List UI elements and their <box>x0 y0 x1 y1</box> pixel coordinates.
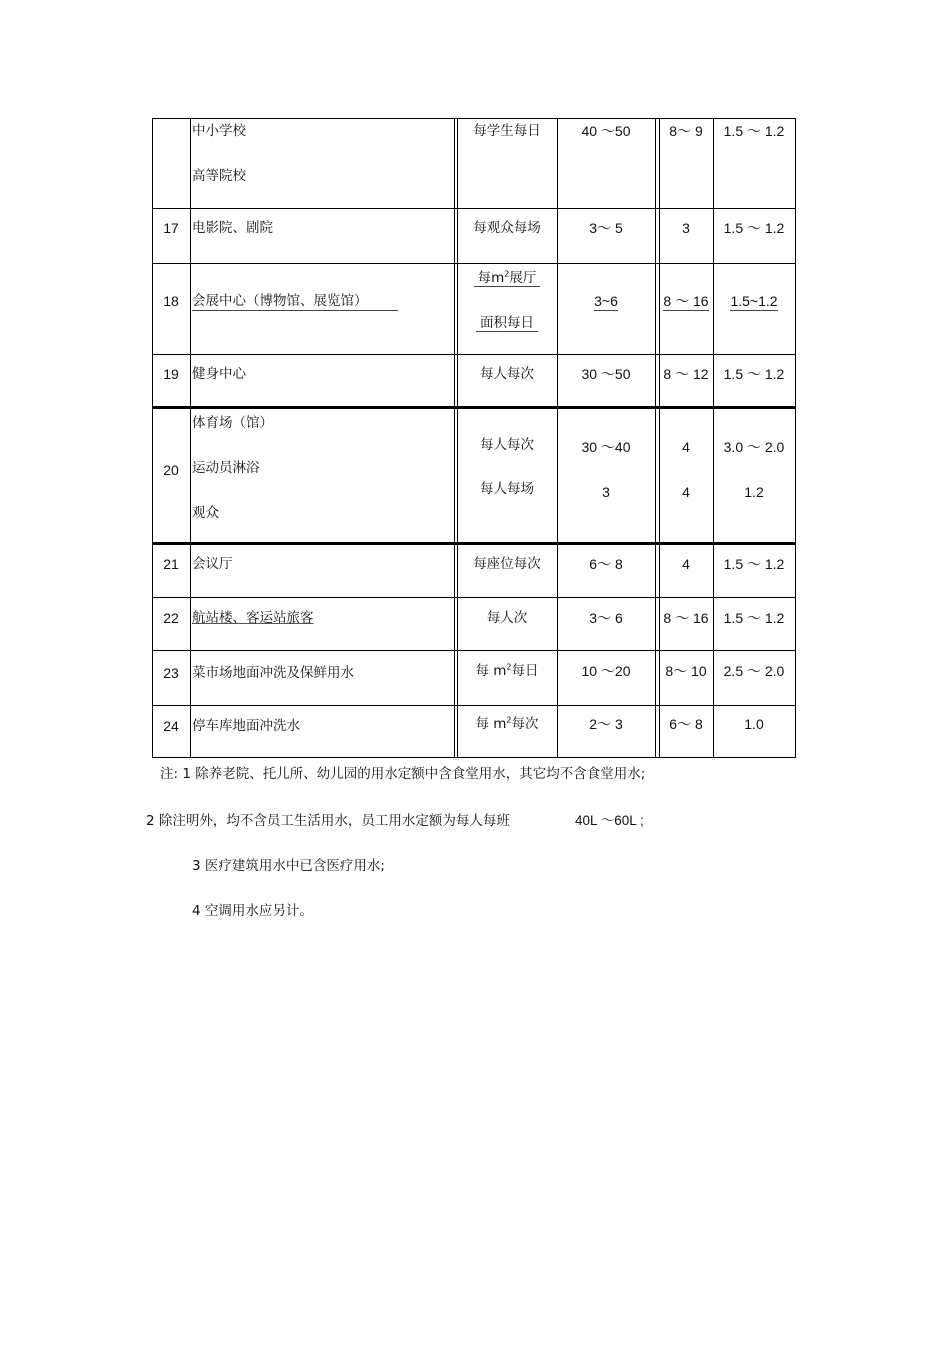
col-border <box>795 118 796 758</box>
row-k: 1.5 ～ 1.2 <box>723 556 785 572</box>
row-k: 1.5 ～ 1.2 <box>723 610 785 626</box>
row-index: 17 <box>163 220 179 236</box>
row-unit: 每人每次 <box>480 366 534 382</box>
row-name: 菜市场地面冲洗及保鲜用水 <box>192 665 354 681</box>
hours-text: 8 ～ 16 <box>663 293 709 309</box>
row-name: 高等院校 <box>192 168 246 184</box>
row-hours: 8～ 10 <box>665 663 707 679</box>
row-border <box>152 597 796 598</box>
row-hours: 8 ～ 12 <box>663 366 709 382</box>
row-k: 2.5 ～ 2.0 <box>723 663 785 679</box>
k-text: 1.5~1.2 <box>730 293 778 309</box>
row-border <box>152 118 796 119</box>
row-hours: 6～ 8 <box>669 716 703 732</box>
unit-suffix: 每日 <box>511 663 539 679</box>
row-k: 1.5 ～ 1.2 <box>723 123 785 139</box>
row-index: 24 <box>163 718 179 734</box>
row-quota: 3～ 5 <box>589 220 623 236</box>
row-unit: 每座位每次 <box>473 556 541 572</box>
row-border <box>152 542 796 545</box>
row-quota: 6～ 8 <box>589 556 623 572</box>
row-k: 1.2 <box>744 484 764 500</box>
row-unit-line2 <box>457 314 557 332</box>
row-k <box>713 292 795 310</box>
row-name: 中小学校 <box>192 123 246 139</box>
col-border <box>152 118 153 758</box>
row-name: 体育场（馆） <box>192 415 273 431</box>
quota-text: 3~6 <box>594 293 618 309</box>
row-unit: 每观众每场 <box>473 220 541 236</box>
row-quota: 10 ～20 <box>581 663 631 679</box>
row-border <box>152 208 796 209</box>
row-index: 18 <box>163 293 179 309</box>
row-name: 会议厅 <box>192 556 233 572</box>
note-1: 注: 1 除养老院、托儿所、幼儿园的用水定额中含食堂用水，其它均不含食堂用水; <box>160 766 646 782</box>
row-name: 观众 <box>192 505 219 521</box>
row-quota: 2～ 3 <box>589 716 623 732</box>
unit-suffix: 每次 <box>511 716 539 732</box>
row-name: 停车库地面冲洗水 <box>192 718 300 734</box>
row-name <box>192 609 314 627</box>
unit-line2-text: 面积每日 <box>476 315 538 332</box>
row-index: 19 <box>163 366 179 382</box>
row-k: 1.5 ～ 1.2 <box>723 220 785 236</box>
row-hours: 4 <box>682 556 690 572</box>
row-name: 健身中心 <box>192 366 246 382</box>
row-index: 21 <box>163 556 179 572</box>
row-border <box>152 650 796 651</box>
row-unit: 每学生每日 <box>473 123 541 139</box>
row-unit: 每人每场 <box>480 481 534 497</box>
row-border <box>152 757 796 758</box>
unit-prefix: 每 m <box>475 663 507 679</box>
row-name-text: 会展中心（博物馆、展览馆） <box>192 293 398 311</box>
row-k: 1.5 ～ 1.2 <box>723 366 785 382</box>
row-unit: 每人次 <box>486 610 528 626</box>
water-quota-table <box>152 118 796 758</box>
row-quota: 30 ～50 <box>581 366 631 382</box>
col-border <box>190 118 191 758</box>
row-name <box>192 292 398 310</box>
row-quota <box>557 292 655 310</box>
unit-suffix: 展厅 <box>509 270 537 286</box>
row-index: 22 <box>163 610 179 626</box>
row-index: 23 <box>163 665 179 681</box>
row-hours: 3 <box>682 220 690 236</box>
row-hours <box>659 292 713 310</box>
row-unit: 每人每次 <box>480 437 534 453</box>
row-unit <box>457 715 557 733</box>
row-hours: 8 ～ 16 <box>663 610 709 626</box>
row-border <box>152 354 796 355</box>
row-k: 3.0 ～ 2.0 <box>723 439 785 455</box>
unit-superscript: 2 <box>506 662 512 672</box>
row-hours: 4 <box>682 484 690 500</box>
row-name: 运动员淋浴 <box>192 460 260 476</box>
row-border <box>152 406 796 409</box>
row-k: 1.0 <box>744 716 764 732</box>
note-2: 2 除注明外，均不含员工生活用水，员工用水定额为每人每班 <box>146 813 510 829</box>
unit-superscript: 2 <box>506 715 512 725</box>
row-quota: 3～ 6 <box>589 610 623 626</box>
row-index: 20 <box>163 462 179 478</box>
note-2-range: 40L ～60L ; <box>575 813 644 828</box>
row-border <box>152 263 796 264</box>
row-quota: 30 ～40 <box>581 439 631 455</box>
row-quota: 40 ～50 <box>581 123 631 139</box>
row-border <box>152 705 796 706</box>
unit-prefix: 每 m <box>475 716 507 732</box>
col-border <box>454 118 455 758</box>
row-name-text: 航站楼、客运站旅客 <box>192 610 314 626</box>
unit-prefix: 每m <box>477 270 505 286</box>
row-name: 电影院、剧院 <box>192 220 273 236</box>
col-border <box>655 118 656 758</box>
note-4: 4 空调用水应另计。 <box>192 903 313 919</box>
row-hours: 8～ 9 <box>669 123 703 139</box>
note-3: 3 医疗建筑用水中已含医疗用水; <box>192 858 385 874</box>
row-hours: 4 <box>682 439 690 455</box>
row-unit <box>457 662 557 680</box>
unit-superscript: 2 <box>504 269 510 279</box>
row-quota: 3 <box>602 484 610 500</box>
row-unit-line1 <box>457 269 557 287</box>
